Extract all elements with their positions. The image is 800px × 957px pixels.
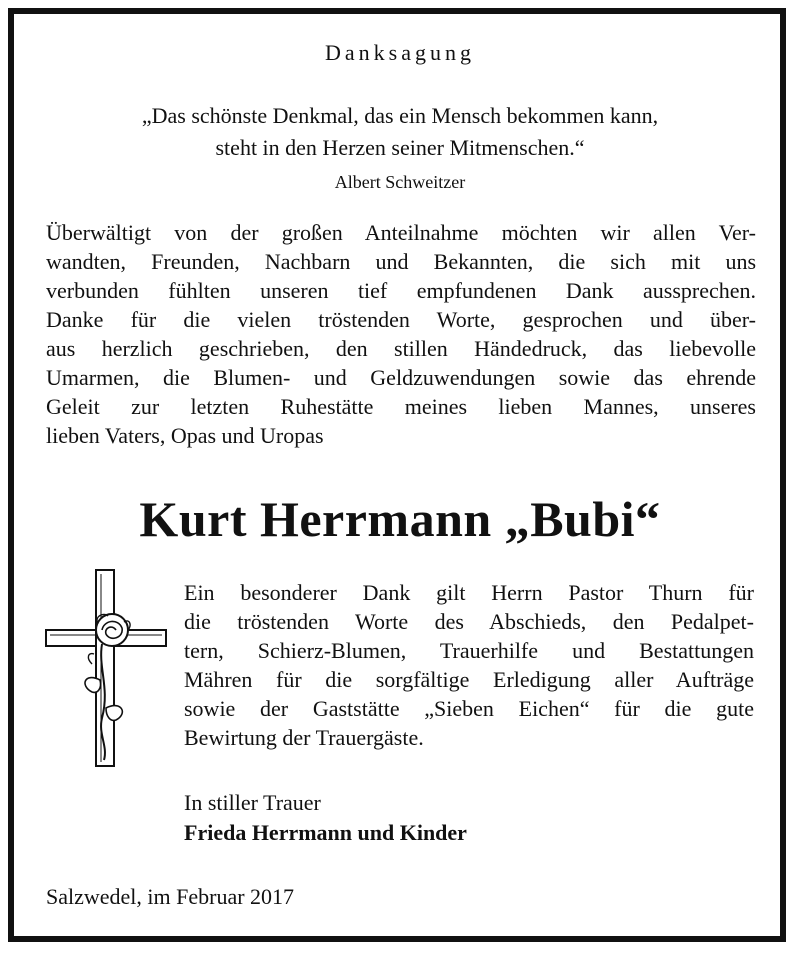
notice-heading: Danksagung bbox=[325, 40, 475, 65]
thanks-line: Mähren für die sorgfältige Erledigung aller Aufträge bbox=[184, 667, 754, 692]
body-line: Umarmen, die Blumen- und Geldzuwendungen sowie das ehrende bbox=[46, 365, 756, 390]
special-thanks bbox=[184, 578, 754, 752]
quote-line: „Das schönste Denkmal, das ein Mensch bekommen kann, bbox=[141, 103, 659, 128]
cross-with-rose-icon bbox=[44, 568, 168, 768]
thanks-line: Bewirtung der Trauergäste. bbox=[184, 725, 424, 750]
thanks-line: sowie der Gaststätte „Sieben Eichen“ für die gute bbox=[184, 696, 754, 721]
thanks-body bbox=[46, 218, 756, 450]
body-line: aus herzlich geschrieben, den stillen Händedruck, das liebevolle bbox=[46, 336, 756, 361]
body-line: Geleit zur letzten Ruhestätte meines lieben Mannes, unseres bbox=[46, 394, 756, 419]
signoff bbox=[184, 788, 467, 848]
quote bbox=[50, 100, 750, 164]
place-date: Salzwedel, im Februar 2017 bbox=[46, 884, 295, 909]
family-signature: Frieda Herrmann und Kinder bbox=[184, 820, 467, 845]
thanks-line: die tröstenden Worte des Abschieds, den Pedalpet- bbox=[184, 609, 754, 634]
quote-author: Albert Schweitzer bbox=[334, 172, 466, 192]
thanks-line: tern, Schierz-Blumen, Trauerhilfe und Bestattungen bbox=[184, 638, 754, 663]
signoff-line: In stiller Trauer bbox=[184, 790, 321, 815]
thanks-line: Ein besonderer Dank gilt Herrn Pastor Thurn für bbox=[184, 580, 754, 605]
deceased-name: Kurt Herrmann „Bubi“ bbox=[139, 491, 661, 547]
body-line: wandten, Freunden, Nachbarn und Bekannten, die sich mit uns bbox=[46, 249, 756, 274]
body-line: Überwältigt von der großen Anteilnahme möchten wir allen Ver- bbox=[46, 220, 756, 245]
body-line: lieben Vaters, Opas und Uropas bbox=[46, 423, 324, 448]
quote-line: steht in den Herzen seiner Mitmenschen.“ bbox=[215, 135, 585, 160]
body-line: verbunden fühlten unseren tief empfundenen Dank aussprechen. bbox=[46, 278, 756, 303]
body-line: Danke für die vielen tröstenden Worte, gesprochen und über- bbox=[46, 307, 756, 332]
